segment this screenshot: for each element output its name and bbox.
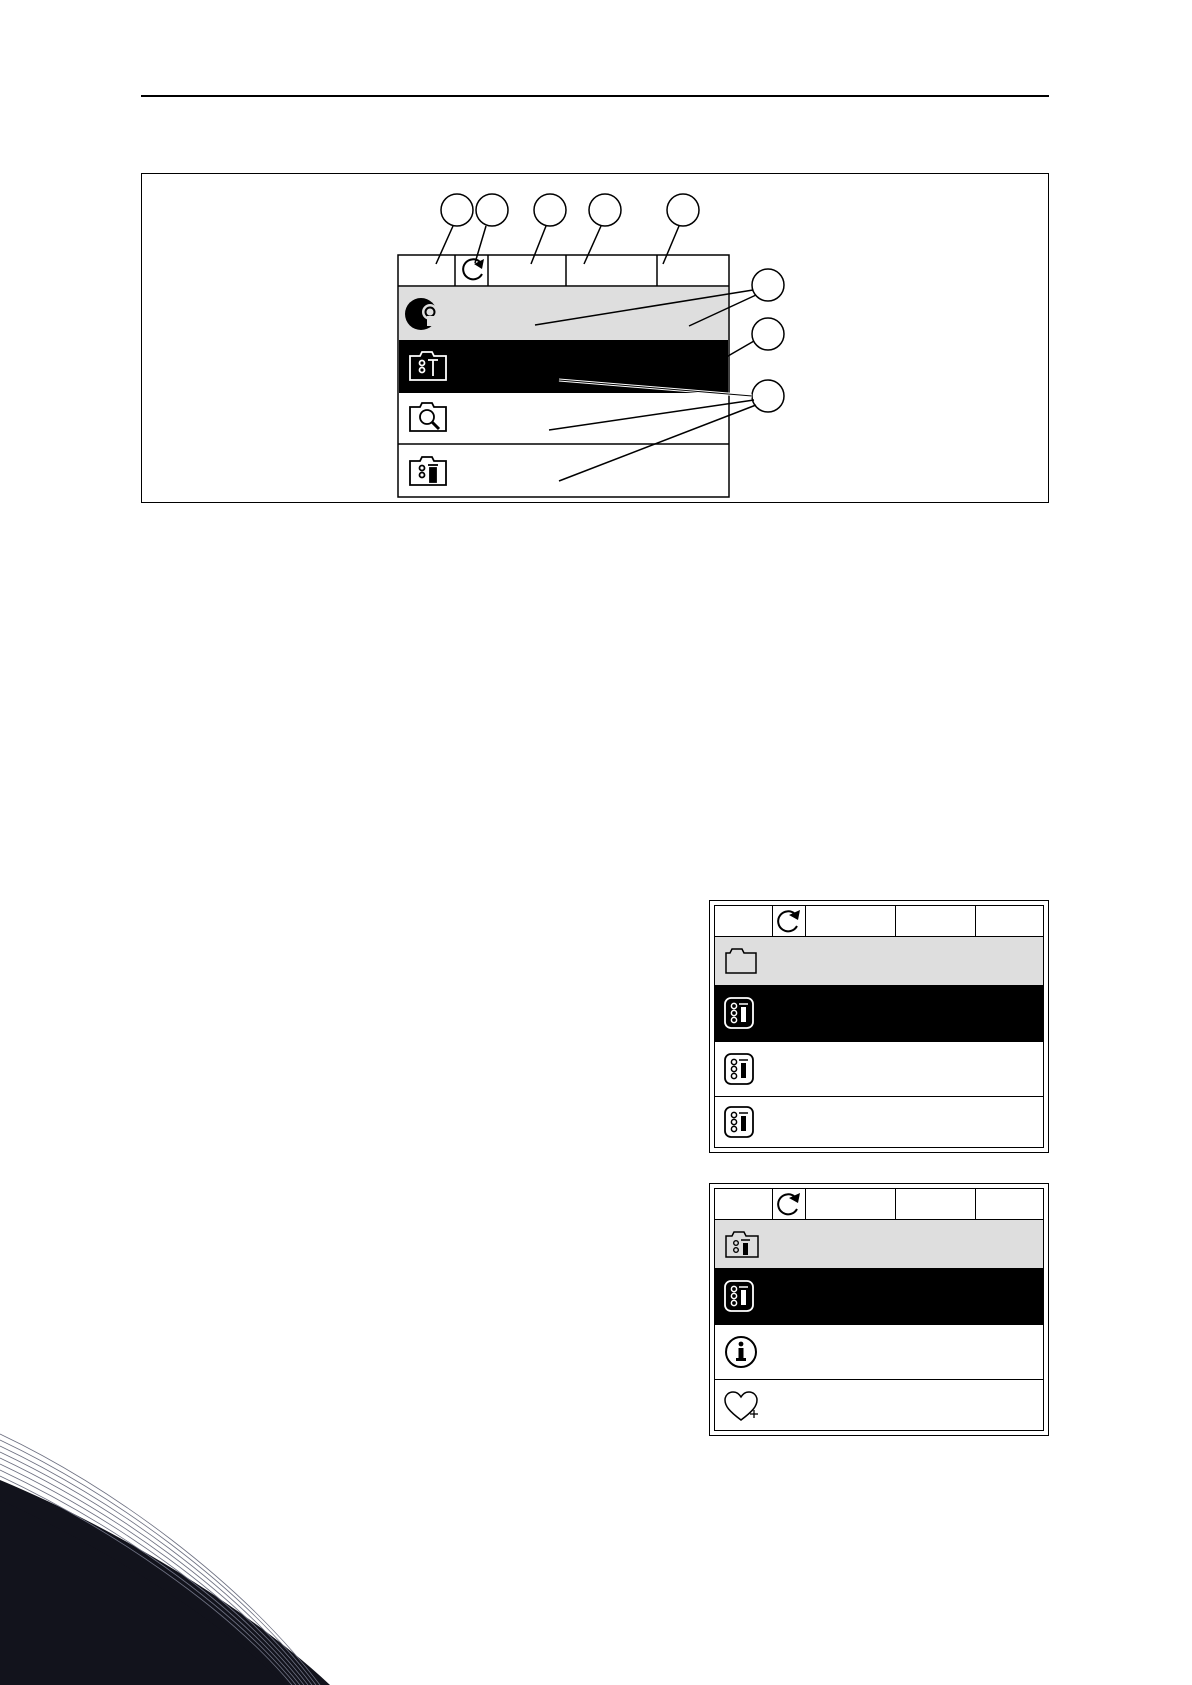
list-item[interactable] bbox=[715, 1379, 1043, 1431]
status-cell-refresh bbox=[773, 1189, 806, 1219]
heart-plus-icon bbox=[723, 1389, 763, 1425]
list-header-row bbox=[715, 1220, 1043, 1268]
header-rule bbox=[141, 95, 1049, 97]
list-item[interactable] bbox=[715, 1324, 1043, 1379]
status-cell bbox=[806, 1189, 896, 1219]
callout-circle bbox=[667, 194, 699, 226]
decorative-corner-graphic bbox=[0, 1420, 380, 1685]
callout-circle bbox=[476, 194, 508, 226]
status-bar bbox=[715, 906, 1043, 937]
screen-a-panel bbox=[714, 905, 1044, 1148]
list-item-selected[interactable] bbox=[715, 985, 1043, 1041]
annotated-display-drawing bbox=[142, 174, 1050, 504]
callout-circle bbox=[589, 194, 621, 226]
folder-icon bbox=[723, 946, 759, 976]
status-cell bbox=[896, 1189, 976, 1219]
list-header-row bbox=[715, 937, 1043, 985]
selected-row bbox=[399, 340, 728, 393]
status-cell bbox=[715, 1189, 773, 1219]
callout-circle bbox=[752, 380, 784, 412]
screen-b-panel bbox=[714, 1188, 1044, 1431]
parameter-folder-icon bbox=[723, 1228, 761, 1260]
callout-circle bbox=[752, 318, 784, 350]
list-item-selected[interactable] bbox=[715, 1268, 1043, 1324]
refresh-icon bbox=[773, 1189, 805, 1219]
refresh-icon bbox=[773, 906, 805, 936]
display-screen-b bbox=[709, 1183, 1049, 1436]
info-icon bbox=[723, 1334, 759, 1370]
parameter-list-icon bbox=[723, 1052, 755, 1086]
callout-circle bbox=[752, 269, 784, 301]
parameter-list-icon bbox=[723, 1105, 755, 1139]
callout-circle bbox=[441, 194, 473, 226]
display-screen-a bbox=[709, 900, 1049, 1153]
status-bar bbox=[715, 1189, 1043, 1220]
parameter-list-icon bbox=[723, 996, 755, 1030]
callout-circle bbox=[534, 194, 566, 226]
status-cell-refresh bbox=[773, 906, 806, 936]
status-cell bbox=[806, 906, 896, 936]
list-item[interactable] bbox=[715, 1041, 1043, 1096]
status-cell bbox=[715, 906, 773, 936]
parameter-list-icon bbox=[723, 1279, 755, 1313]
status-cell bbox=[896, 906, 976, 936]
annotated-display-figure bbox=[141, 173, 1049, 503]
list-item[interactable] bbox=[715, 1096, 1043, 1148]
header-row bbox=[399, 287, 728, 340]
